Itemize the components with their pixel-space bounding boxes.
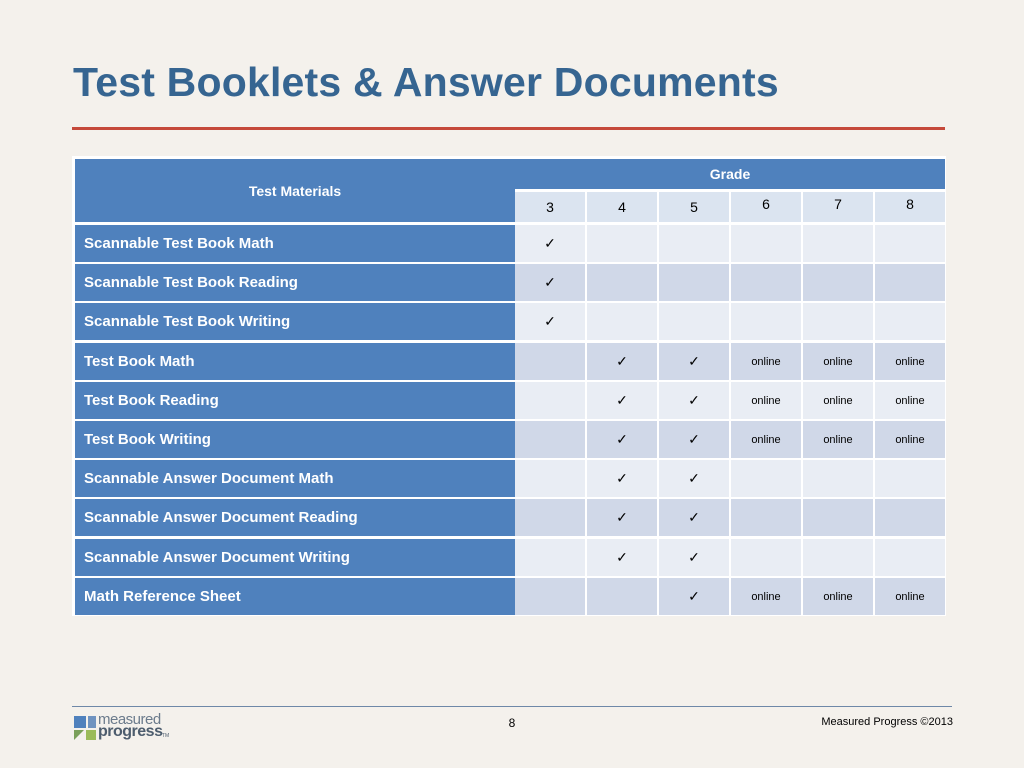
table-cell [731, 264, 801, 301]
row-label: Scannable Answer Document Writing [75, 539, 515, 576]
table-cell [731, 539, 801, 576]
table-cell: online [875, 421, 945, 458]
table-cell [731, 303, 801, 340]
table-cell: ✓ [587, 343, 657, 380]
table-cell: online [875, 343, 945, 380]
row-label: Math Reference Sheet [75, 578, 515, 615]
logo-text-measured: measured [98, 711, 161, 728]
row-label: Scannable Test Book Reading [75, 264, 515, 301]
table-cell: ✓ [659, 499, 729, 536]
table-cell [515, 382, 585, 419]
table-cell [875, 303, 945, 340]
table-cell: online [731, 578, 801, 615]
table-cell: ✓ [659, 382, 729, 419]
table-cell: ✓ [659, 539, 729, 576]
table-cell [803, 499, 873, 536]
table-cell: ✓ [587, 539, 657, 576]
row-label: Scannable Answer Document Math [75, 460, 515, 497]
page-number: 8 [508, 716, 516, 730]
table-cell [587, 264, 657, 301]
table-cell [731, 460, 801, 497]
table-cell [875, 264, 945, 301]
table-cell: online [803, 343, 873, 380]
table-cell: ✓ [587, 460, 657, 497]
table-cell: online [731, 382, 801, 419]
measured-progress-logo [72, 712, 182, 744]
table-cell: ✓ [659, 343, 729, 380]
table-cell [803, 460, 873, 497]
table-cell [587, 578, 657, 615]
table-cell: online [875, 578, 945, 615]
logo-mark-icon [72, 714, 98, 742]
row-label: Test Book Reading [75, 382, 515, 419]
table-cell: ✓ [587, 382, 657, 419]
table-cell [587, 225, 657, 262]
footer-copyright: Measured Progress ©2013 [821, 716, 953, 728]
footer-divider [72, 706, 952, 707]
row-label: Scannable Test Book Writing [75, 303, 515, 340]
table-cell: ✓ [587, 421, 657, 458]
table-cell [515, 421, 585, 458]
table-cell [875, 499, 945, 536]
header-grade: Grade [515, 159, 945, 189]
row-label: Test Book Writing [75, 421, 515, 458]
logo-trademark: TM [162, 733, 170, 739]
table-cell [875, 460, 945, 497]
grade-col-6: 6 [731, 192, 801, 222]
table-cell: online [875, 382, 945, 419]
table-cell [803, 225, 873, 262]
table-cell [587, 303, 657, 340]
table-cell: ✓ [515, 303, 585, 340]
title-divider [72, 127, 945, 130]
table-cell [515, 460, 585, 497]
table-cell: online [803, 421, 873, 458]
row-label: Test Book Math [75, 343, 515, 380]
table-cell [515, 578, 585, 615]
table-cell: ✓ [515, 264, 585, 301]
table-cell: ✓ [659, 578, 729, 615]
header-test-materials: Test Materials [75, 159, 515, 222]
logo-text-progress: progress [98, 723, 163, 740]
table-cell: ✓ [587, 499, 657, 536]
table-cell [803, 264, 873, 301]
table-cell: ✓ [515, 225, 585, 262]
table-cell: online [803, 382, 873, 419]
table-cell: ✓ [659, 421, 729, 458]
slide-title: Test Booklets & Answer Documents [73, 59, 779, 105]
row-label: Scannable Test Book Math [75, 225, 515, 262]
table-cell [515, 343, 585, 380]
table-cell [515, 499, 585, 536]
table-cell: ✓ [659, 460, 729, 497]
grade-col-8: 8 [875, 192, 945, 222]
table-cell [659, 303, 729, 340]
table-cell [803, 303, 873, 340]
materials-table [72, 156, 946, 616]
table-cell [875, 225, 945, 262]
row-label: Scannable Answer Document Reading [75, 499, 515, 536]
table-cell: online [803, 578, 873, 615]
table-cell: online [731, 343, 801, 380]
table-cell [731, 499, 801, 536]
grade-col-4: 4 [587, 192, 657, 222]
table-cell [875, 539, 945, 576]
grade-col-7: 7 [803, 192, 873, 222]
table-cell [731, 225, 801, 262]
table-cell [659, 264, 729, 301]
grade-col-3: 3 [515, 192, 585, 222]
table-cell [659, 225, 729, 262]
table-cell [515, 539, 585, 576]
grade-col-5: 5 [659, 192, 729, 222]
table-cell: online [731, 421, 801, 458]
table-cell [803, 539, 873, 576]
